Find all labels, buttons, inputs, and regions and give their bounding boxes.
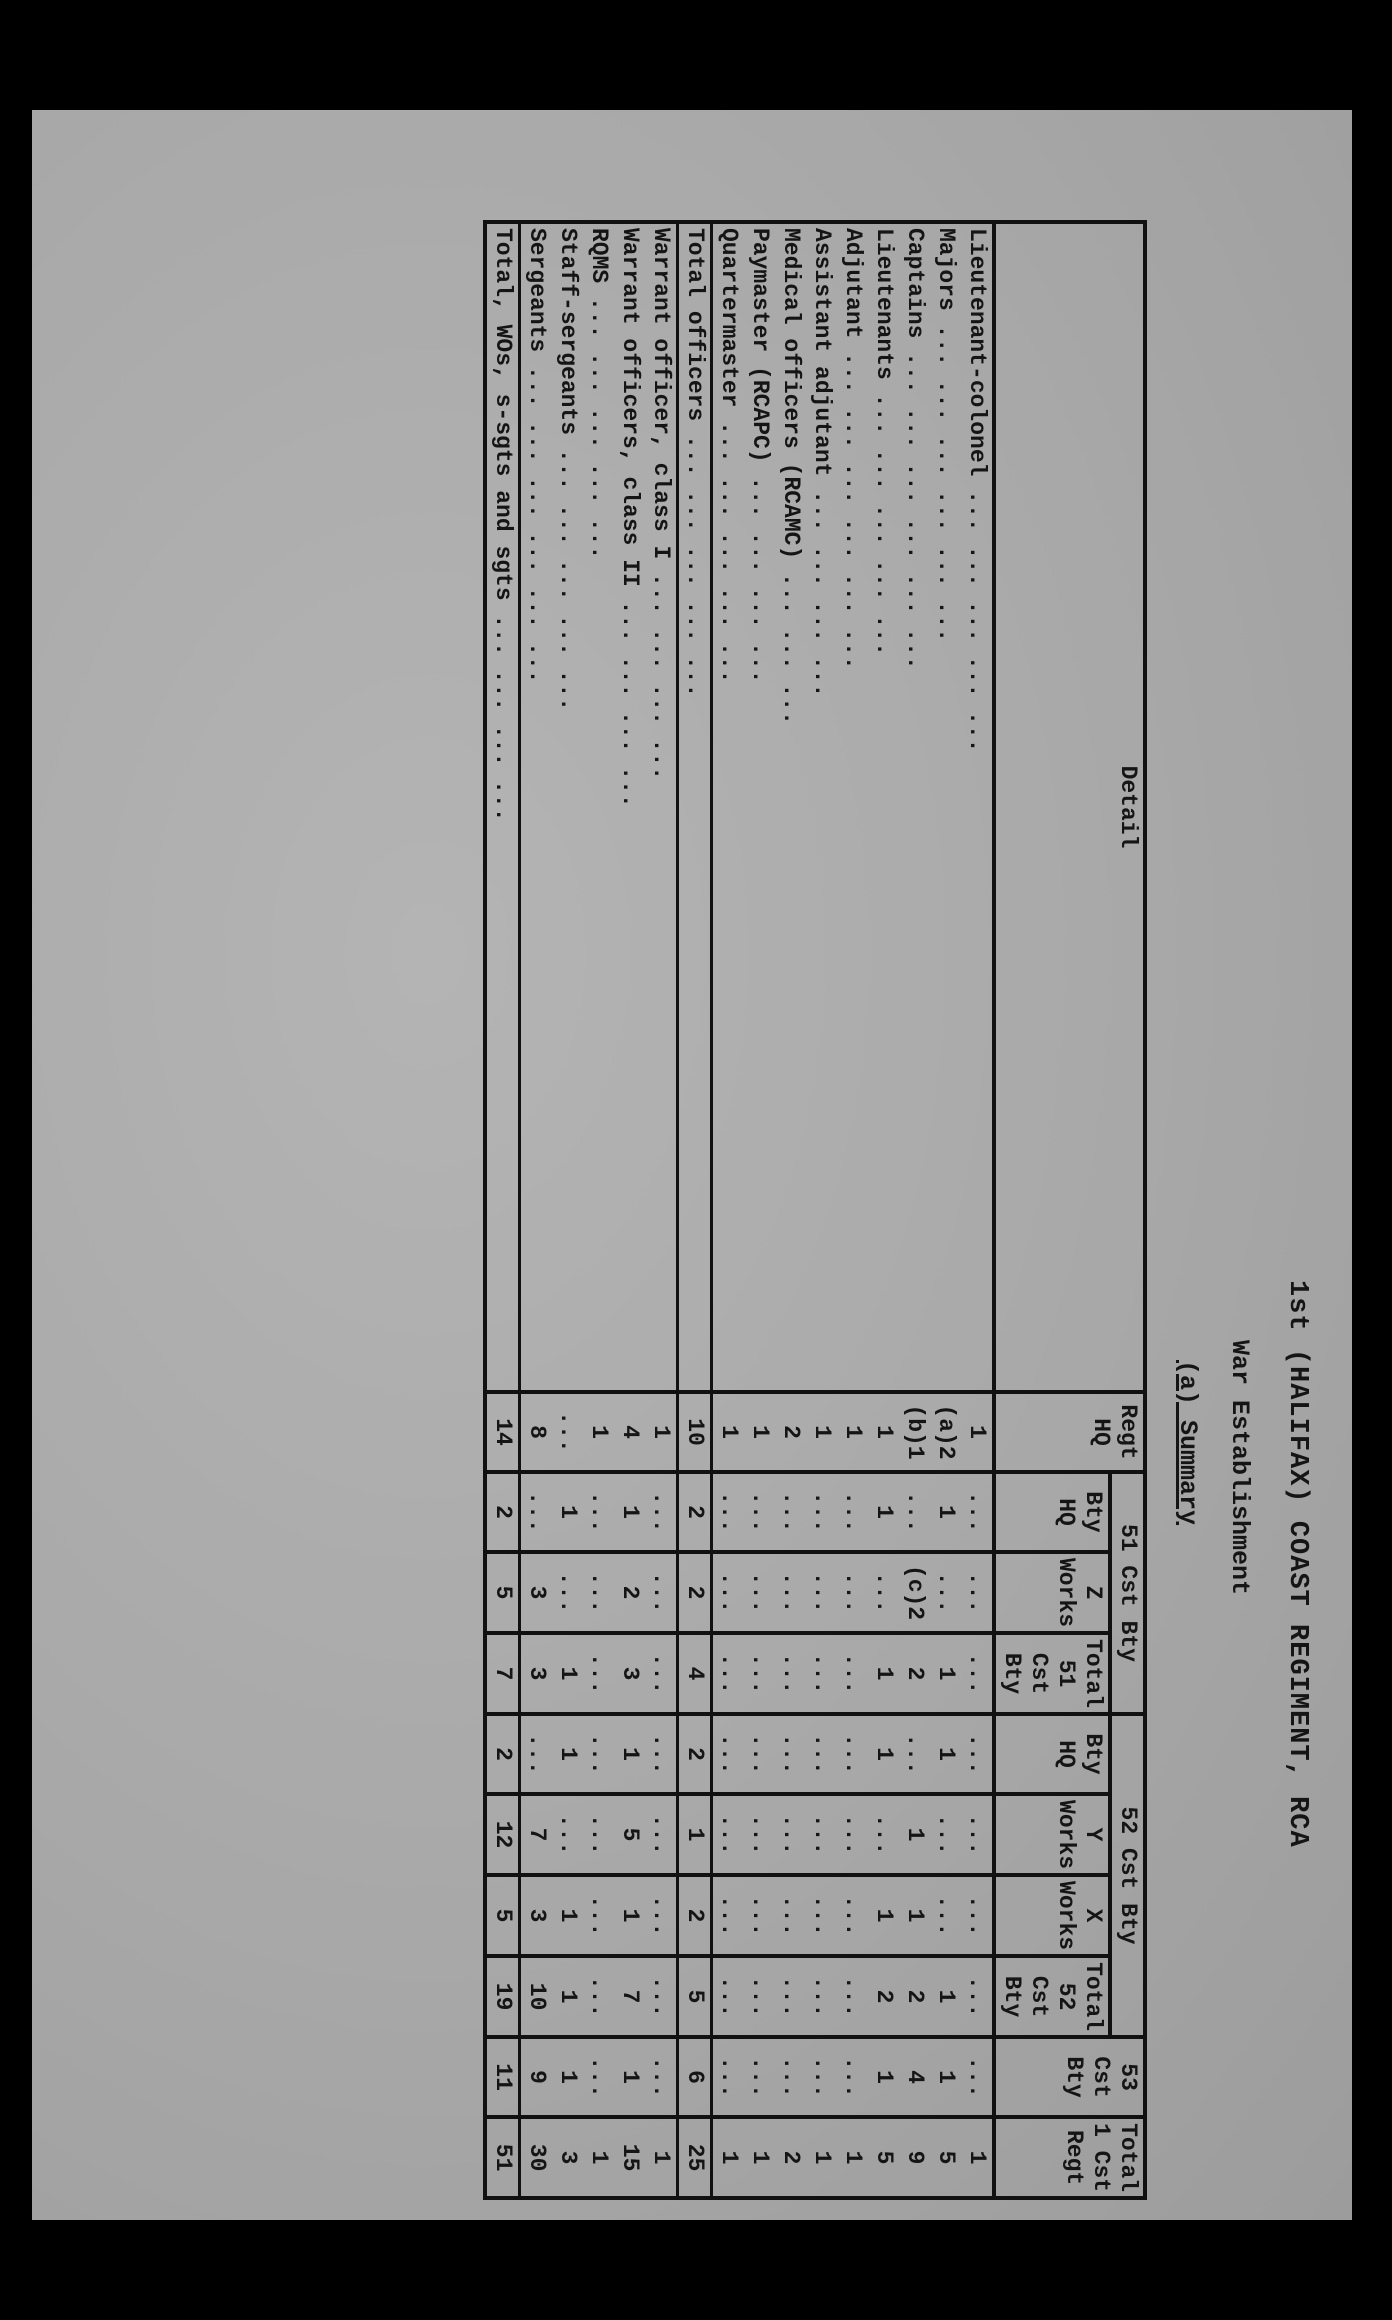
row-label: Lieutenant-colonel ... ... ... ... ... (961, 222, 994, 1392)
col-header-1: Bty HQ (994, 1472, 1110, 1552)
cell-value: ... (930, 1552, 961, 1633)
cell-value: 2 (678, 1875, 712, 1956)
cell-value: 1 (552, 1472, 583, 1552)
cell-value: ... (961, 1875, 994, 1956)
cell-value: ... (583, 1794, 614, 1875)
cell-value: ... (583, 2037, 614, 2117)
cell-value: 1 (552, 1633, 583, 1714)
cell-value: 2 (775, 2117, 806, 2198)
wo-row (645, 222, 678, 2198)
cell-value: 2 (899, 1633, 930, 1714)
cell-value: ... (744, 1956, 775, 2037)
cell-value: 3 (520, 1552, 553, 1633)
row-label: Sergeants ... ... ... ... ... ... (520, 222, 553, 1392)
cell-value: ... (899, 1472, 930, 1552)
cell-value: ... (583, 1956, 614, 2037)
cell-value: 1 (712, 2117, 745, 2198)
row-label: Majors ... ... ... ... ... ... (930, 222, 961, 1392)
row-label: Total, WOs, s-sgts and sgts ... ... ... ... (485, 222, 520, 1392)
cell-value: 8 (520, 1392, 553, 1472)
cell-value: 5 (678, 1956, 712, 2037)
cell-value: ... (583, 1552, 614, 1633)
cell-value: 5 (614, 1794, 645, 1875)
cell-value: (a)2 (930, 1392, 961, 1472)
cell-value: ... (775, 2037, 806, 2117)
cell-value: 1 (837, 1392, 868, 1472)
cell-value: 1 (899, 1875, 930, 1956)
document-page (32, 110, 1352, 2220)
cell-value: ... (930, 1875, 961, 1956)
cell-value: ... (552, 1794, 583, 1875)
cell-value: 5 (930, 2117, 961, 2198)
cell-value: ... (645, 1875, 678, 1956)
total-wos-row (485, 222, 520, 2198)
cell-value: 7 (614, 1956, 645, 2037)
cell-value: 9 (520, 2037, 553, 2117)
cell-value: ... (961, 1472, 994, 1552)
cell-value: 12 (485, 1794, 520, 1875)
cell-value: 1 (614, 1714, 645, 1794)
cell-value: ... (806, 1956, 837, 2037)
cell-value: 51 (485, 2117, 520, 2198)
cell-value: ... (961, 1956, 994, 2037)
cell-value: 1 (645, 2117, 678, 2198)
cell-value: ... (868, 1552, 899, 1633)
officer-row (775, 222, 806, 2198)
cell-value: (b)1 (899, 1392, 930, 1472)
cell-value: 1 (744, 1392, 775, 1472)
cell-value: 14 (485, 1392, 520, 1472)
cell-value: ... (520, 1472, 553, 1552)
cell-value: 1 (868, 1633, 899, 1714)
cell-value: ... (744, 1472, 775, 1552)
wo-row (614, 222, 645, 2198)
row-label: Adjutant ... ... ... ... ... ... (837, 222, 868, 1392)
cell-value: 1 (930, 2037, 961, 2117)
cell-value: 5 (485, 1875, 520, 1956)
cell-value: ... (806, 1633, 837, 1714)
group-header-52: 52 Cst Bty (1110, 1714, 1145, 2037)
cell-value: ... (806, 1714, 837, 1794)
section-heading: (a) Summary (1173, 1360, 1202, 1526)
cell-value: ... (775, 1794, 806, 1875)
cell-value: 1 (806, 2117, 837, 2198)
cell-value: 1 (930, 1633, 961, 1714)
cell-value: 1 (645, 1392, 678, 1472)
cell-value: 1 (899, 1794, 930, 1875)
cell-value: 2 (485, 1714, 520, 1794)
cell-value: ... (712, 1633, 745, 1714)
officer-row (961, 222, 994, 2198)
cell-value: ... (552, 1552, 583, 1633)
cell-value: 1 (868, 1472, 899, 1552)
row-label: Paymaster (RCAPC) ... ... ... ... (744, 222, 775, 1392)
header-row-groups (1110, 222, 1145, 2198)
col-header-4: Bty HQ (994, 1714, 1110, 1794)
cell-value: 1 (552, 1714, 583, 1794)
cell-value: 1 (868, 2037, 899, 2117)
officer-row (837, 222, 868, 2198)
cell-value: ... (837, 1794, 868, 1875)
cell-value: ... (645, 1472, 678, 1552)
cell-value: 4 (899, 2037, 930, 2117)
cell-value: ... (583, 1714, 614, 1794)
cell-value: 1 (552, 2037, 583, 2117)
cell-value: ... (806, 1875, 837, 1956)
group-header-51: 51 Cst Bty (1110, 1472, 1145, 1714)
cell-value: 2 (678, 1472, 712, 1552)
officer-row (868, 222, 899, 2198)
cell-value: 5 (868, 2117, 899, 2198)
document-title: 1st (HALIFAX) COAST REGIMENT, RCA (1282, 1280, 1312, 1848)
cell-value: ... (645, 1956, 678, 2037)
cell-value: ... (961, 1552, 994, 1633)
cell-value: ... (712, 1794, 745, 1875)
cell-value: 7 (520, 1794, 553, 1875)
cell-value: ... (930, 1794, 961, 1875)
cell-value: 2 (614, 1552, 645, 1633)
cell-value: ... (645, 2037, 678, 2117)
cell-value: ... (806, 1472, 837, 1552)
cell-value: ... (645, 1714, 678, 1794)
cell-value: 3 (520, 1633, 553, 1714)
cell-value: 19 (485, 1956, 520, 2037)
cell-value: 7 (485, 1633, 520, 1714)
cell-value: 9 (899, 2117, 930, 2198)
cell-value: 1 (930, 1714, 961, 1794)
cell-value: ... (806, 1794, 837, 1875)
cell-value: ... (775, 1633, 806, 1714)
row-label: Medical officers (RCAMC) ... ... ... (775, 222, 806, 1392)
cell-value: (c)2 (899, 1552, 930, 1633)
cell-value: ... (775, 1552, 806, 1633)
cell-value: 1 (961, 2117, 994, 2198)
col-header-5: Y Works (994, 1794, 1110, 1875)
cell-value: 3 (520, 1875, 553, 1956)
cell-value: 1 (552, 1956, 583, 2037)
cell-value: 2 (868, 1956, 899, 2037)
cell-value: ... (744, 1794, 775, 1875)
cell-value: ... (744, 1714, 775, 1794)
row-label: Quartermaster ... ... ... ... ... (712, 222, 745, 1392)
col-header-3: Total 51 Cst Bty (994, 1633, 1110, 1714)
row-label: Assistant adjutant ... ... ... ... (806, 222, 837, 1392)
cell-value: ... (837, 2037, 868, 2117)
cell-value: 1 (614, 2037, 645, 2117)
cell-value: 5 (485, 1552, 520, 1633)
cell-value: 1 (868, 1392, 899, 1472)
cell-value: ... (744, 2037, 775, 2117)
cell-value: ... (744, 1875, 775, 1956)
cell-value: ... (712, 1472, 745, 1552)
cell-value: 4 (678, 1633, 712, 1714)
cell-value: ... (806, 2037, 837, 2117)
cell-value: 1 (930, 1956, 961, 2037)
cell-value: ... (645, 1633, 678, 1714)
officer-row (899, 222, 930, 2198)
cell-value: 2 (678, 1552, 712, 1633)
row-label: Staff-sergeants ... ... ... ... ... (552, 222, 583, 1392)
cell-value: ... (775, 1714, 806, 1794)
cell-value: ... (552, 1392, 583, 1472)
document-subtitle: War Establishment (1225, 1340, 1254, 1596)
col-header-0: Regt HQ (994, 1392, 1145, 1472)
cell-value: 1 (678, 1794, 712, 1875)
cell-value: ... (961, 2037, 994, 2117)
detail-header: Detail (994, 222, 1145, 1392)
cell-value: ... (837, 1633, 868, 1714)
cell-value: ... (583, 1472, 614, 1552)
cell-value: ... (775, 1472, 806, 1552)
cell-value: ... (645, 1794, 678, 1875)
row-label: Lieutenants ... ... ... ... ... (868, 222, 899, 1392)
cell-value: ... (583, 1875, 614, 1956)
wo-row (520, 222, 553, 2198)
cell-value: 1 (614, 1472, 645, 1552)
cell-value: 1 (583, 1392, 614, 1472)
cell-value: 2 (485, 1472, 520, 1552)
officer-row (712, 222, 745, 2198)
cell-value: 1 (744, 2117, 775, 2198)
officer-row (744, 222, 775, 2198)
summary-table (483, 220, 1147, 2200)
cell-value: 25 (678, 2117, 712, 2198)
cell-value: ... (868, 1794, 899, 1875)
cell-value: ... (645, 1552, 678, 1633)
row-label: RQMS ... ... ... ... ... (583, 222, 614, 1392)
col-header-8: 53 Cst Bty (994, 2037, 1145, 2117)
cell-value: ... (837, 1552, 868, 1633)
cell-value: 1 (868, 1875, 899, 1956)
cell-value: 1 (868, 1714, 899, 1794)
cell-value: ... (775, 1956, 806, 2037)
row-label: Total officers ... ... ... ... ... (678, 222, 712, 1392)
cell-value: ... (744, 1633, 775, 1714)
wo-row (552, 222, 583, 2198)
cell-value: 1 (806, 1392, 837, 1472)
cell-value: 1 (583, 2117, 614, 2198)
cell-value: ... (837, 1875, 868, 1956)
cell-value: 10 (678, 1392, 712, 1472)
row-label: Warrant officers, class II ... ... ... ... (614, 222, 645, 1392)
col-header-6: X Works (994, 1875, 1110, 1956)
wo-row (583, 222, 614, 2198)
total-officers-row (678, 222, 712, 2198)
cell-value: ... (712, 1552, 745, 1633)
cell-value: 3 (552, 2117, 583, 2198)
cell-value: ... (520, 1714, 553, 1794)
table-body (485, 222, 994, 2198)
cell-value: 2 (775, 1392, 806, 1472)
cell-value: ... (837, 1472, 868, 1552)
cell-value: ... (899, 1714, 930, 1794)
cell-value: 1 (837, 2117, 868, 2198)
cell-value: ... (775, 1875, 806, 1956)
cell-value: ... (837, 1956, 868, 2037)
cell-value: 1 (614, 1875, 645, 1956)
cell-value: 4 (614, 1392, 645, 1472)
cell-value: ... (961, 1794, 994, 1875)
row-label: Warrant officer, class I ... ... ... ... (645, 222, 678, 1392)
cell-value: 11 (485, 2037, 520, 2117)
cell-value: 3 (614, 1633, 645, 1714)
cell-value: 2 (678, 1714, 712, 1794)
rotated-content (32, 110, 1352, 2220)
cell-value: 10 (520, 1956, 553, 2037)
col-header-9: Total 1 Cst Regt (994, 2117, 1145, 2198)
cell-value: ... (961, 1633, 994, 1714)
cell-value: ... (806, 1552, 837, 1633)
col-header-7: Total 52 Cst Bty (994, 1956, 1110, 2037)
cell-value: 1 (961, 1392, 994, 1472)
cell-value: 15 (614, 2117, 645, 2198)
cell-value: 30 (520, 2117, 553, 2198)
cell-value: ... (837, 1714, 868, 1794)
officer-row (806, 222, 837, 2198)
cell-value: ... (744, 1552, 775, 1633)
officer-row (930, 222, 961, 2198)
cell-value: ... (712, 1714, 745, 1794)
cell-value: ... (712, 2037, 745, 2117)
row-label: Captains ... ... ... ... ... ... (899, 222, 930, 1392)
cell-value: 2 (899, 1956, 930, 2037)
cell-value: 1 (552, 1875, 583, 1956)
cell-value: 6 (678, 2037, 712, 2117)
cell-value: 1 (930, 1472, 961, 1552)
cell-value: ... (583, 1633, 614, 1714)
col-header-2: Z Works (994, 1552, 1110, 1633)
cell-value: ... (712, 1956, 745, 2037)
cell-value: ... (961, 1714, 994, 1794)
cell-value: ... (712, 1875, 745, 1956)
cell-value: 1 (712, 1392, 745, 1472)
